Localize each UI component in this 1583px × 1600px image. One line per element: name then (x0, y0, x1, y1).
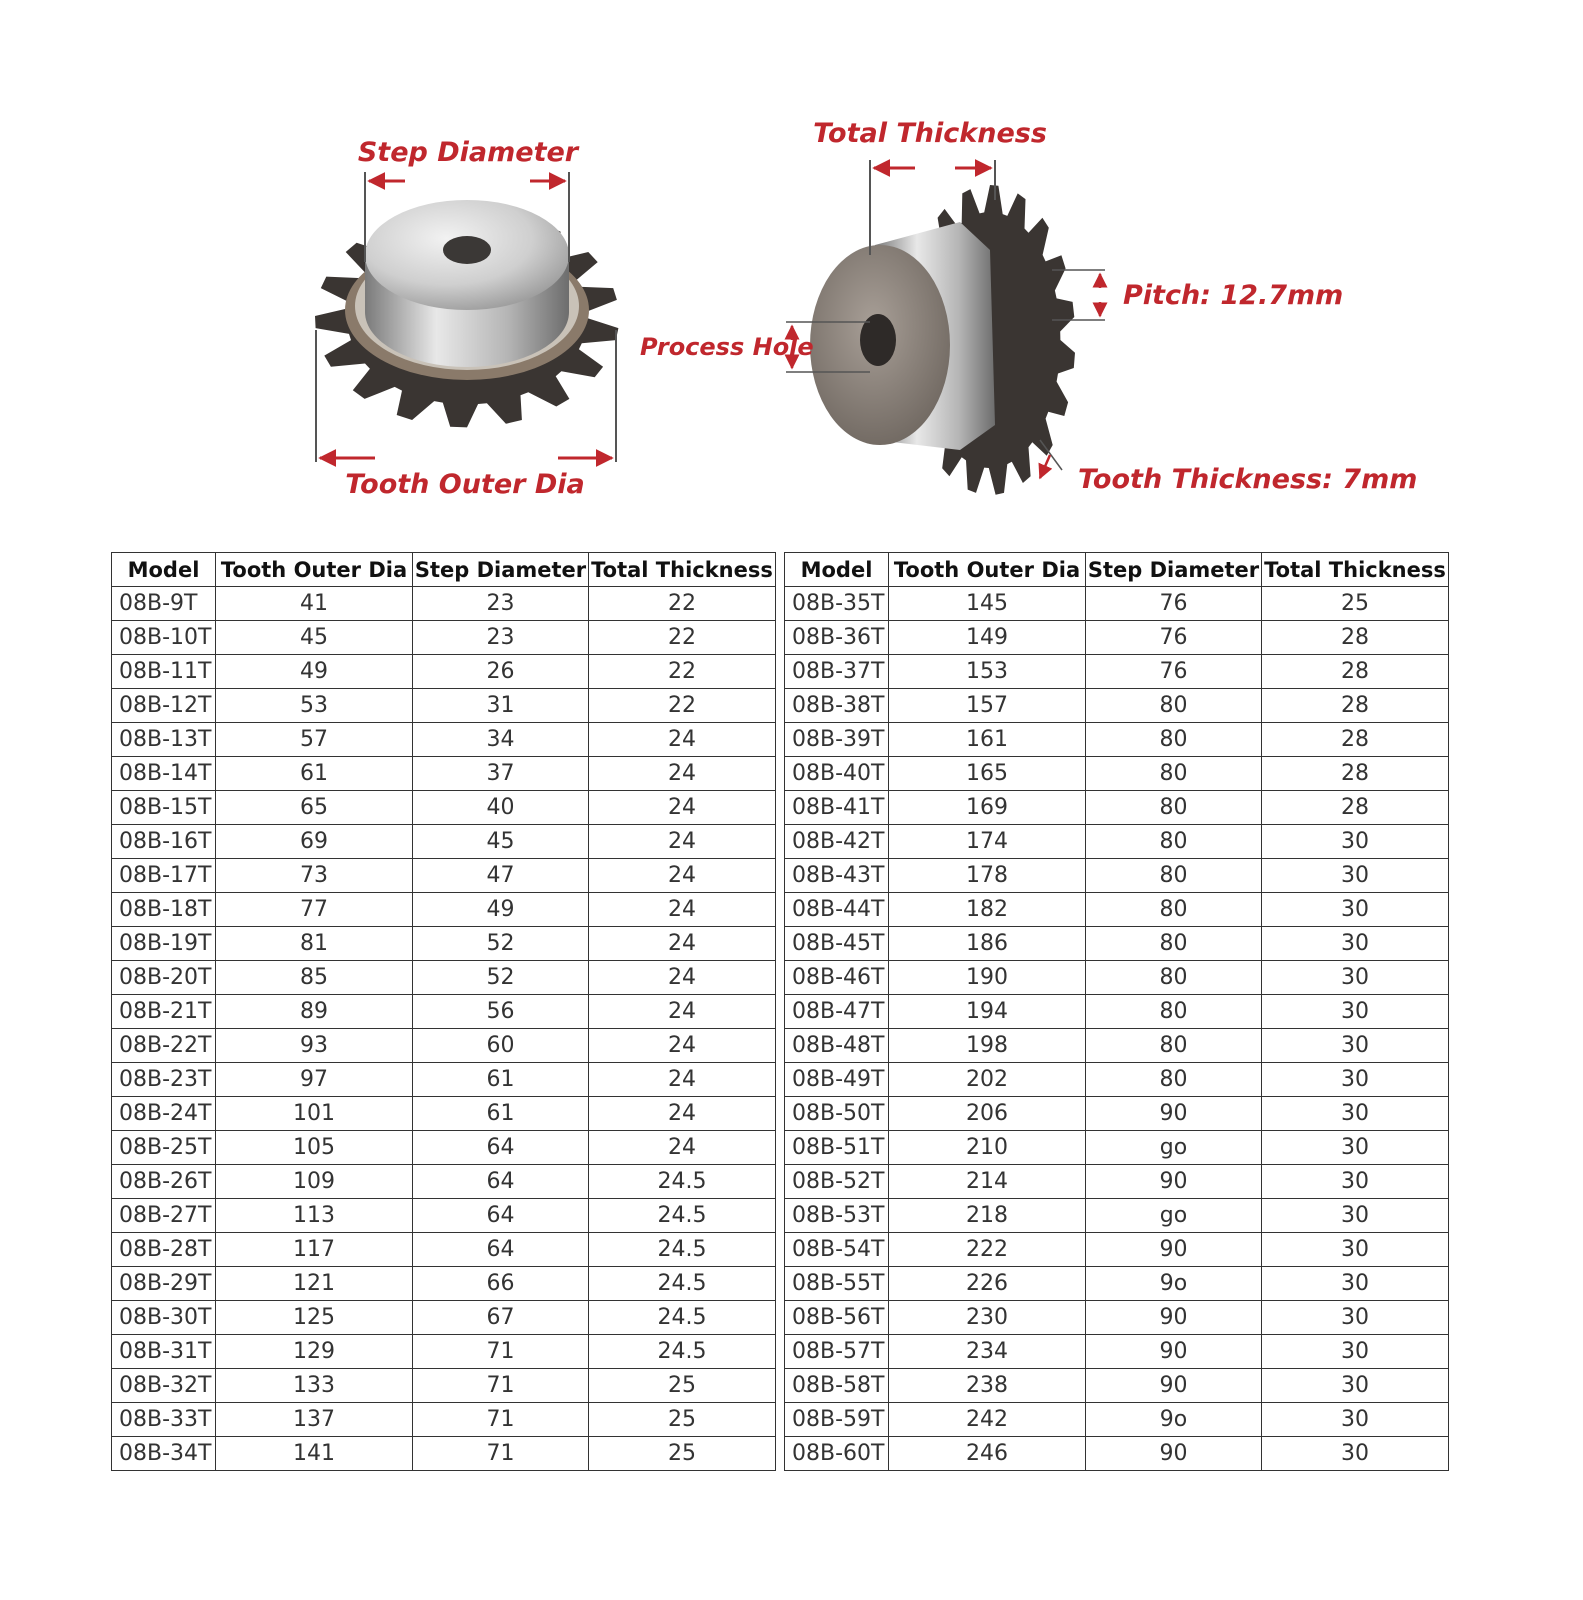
header-step-diameter: Step Diameter (413, 553, 589, 587)
column-divider (776, 1437, 785, 1471)
cell-tooth-outer-dia: 89 (216, 995, 413, 1029)
table-row (112, 655, 1449, 689)
cell-step-diameter: 47 (413, 859, 589, 893)
cell-total-thickness: 24 (589, 1029, 776, 1063)
cell-tooth-outer-dia: 141 (216, 1437, 413, 1471)
cell-tooth-outer-dia: 61 (216, 757, 413, 791)
cell-tooth-outer-dia: 105 (216, 1131, 413, 1165)
cell-tooth-outer-dia: 77 (216, 893, 413, 927)
sprocket-diagram (0, 0, 1583, 540)
cell-step-diameter: 90 (1086, 1165, 1262, 1199)
cell-total-thickness: 30 (1262, 825, 1449, 859)
table-row (112, 1335, 1449, 1369)
cell-total-thickness: 24 (589, 893, 776, 927)
cell-total-thickness: 24 (589, 961, 776, 995)
cell-step-diameter: 49 (413, 893, 589, 927)
cell-total-thickness: 30 (1262, 893, 1449, 927)
cell-tooth-outer-dia: 206 (889, 1097, 1086, 1131)
cell-tooth-outer-dia: 57 (216, 723, 413, 757)
table-row (112, 961, 1449, 995)
cell-total-thickness: 28 (1262, 791, 1449, 825)
table-row (112, 927, 1449, 961)
table-row (112, 1437, 1449, 1471)
cell-total-thickness: 30 (1262, 1165, 1449, 1199)
column-divider (776, 1199, 785, 1233)
table-row (112, 859, 1449, 893)
cell-tooth-outer-dia: 125 (216, 1301, 413, 1335)
cell-step-diameter: 80 (1086, 961, 1262, 995)
table-row (112, 995, 1449, 1029)
table-header-row (112, 553, 1449, 587)
table-row (112, 757, 1449, 791)
cell-step-diameter: 90 (1086, 1097, 1262, 1131)
cell-step-diameter: 64 (413, 1233, 589, 1267)
column-divider (776, 825, 785, 859)
cell-model: 08B-55T (785, 1267, 889, 1301)
table-row (112, 825, 1449, 859)
cell-tooth-outer-dia: 41 (216, 587, 413, 621)
column-divider (776, 587, 785, 621)
header-total-thickness: Total Thickness (589, 553, 776, 587)
cell-model: 08B-56T (785, 1301, 889, 1335)
cell-step-diameter: 80 (1086, 927, 1262, 961)
cell-tooth-outer-dia: 153 (889, 655, 1086, 689)
column-divider (776, 893, 785, 927)
cell-model: 08B-9T (112, 587, 216, 621)
column-divider (776, 1335, 785, 1369)
column-divider (776, 1369, 785, 1403)
cell-step-diameter: 80 (1086, 825, 1262, 859)
cell-step-diameter: 64 (413, 1165, 589, 1199)
cell-total-thickness: 22 (589, 689, 776, 723)
cell-model: 08B-19T (112, 927, 216, 961)
column-divider (776, 995, 785, 1029)
cell-total-thickness: 24 (589, 757, 776, 791)
column-divider (776, 1063, 785, 1097)
cell-total-thickness: 28 (1262, 655, 1449, 689)
cell-tooth-outer-dia: 202 (889, 1063, 1086, 1097)
cell-step-diameter: 64 (413, 1199, 589, 1233)
cell-step-diameter: 71 (413, 1335, 589, 1369)
cell-step-diameter: 60 (413, 1029, 589, 1063)
column-divider (776, 553, 785, 587)
cell-step-diameter: 9o (1086, 1267, 1262, 1301)
cell-step-diameter: 76 (1086, 587, 1262, 621)
cell-step-diameter: 90 (1086, 1233, 1262, 1267)
cell-step-diameter: 23 (413, 621, 589, 655)
cell-step-diameter: 45 (413, 825, 589, 859)
cell-model: 08B-41T (785, 791, 889, 825)
cell-tooth-outer-dia: 190 (889, 961, 1086, 995)
cell-model: 08B-10T (112, 621, 216, 655)
cell-tooth-outer-dia: 49 (216, 655, 413, 689)
cell-tooth-outer-dia: 238 (889, 1369, 1086, 1403)
cell-step-diameter: 61 (413, 1063, 589, 1097)
cell-step-diameter: 67 (413, 1301, 589, 1335)
cell-model: 08B-11T (112, 655, 216, 689)
cell-total-thickness: 24 (589, 1097, 776, 1131)
cell-total-thickness: 30 (1262, 1369, 1449, 1403)
cell-total-thickness: 24 (589, 825, 776, 859)
cell-model: 08B-12T (112, 689, 216, 723)
column-divider (776, 1097, 785, 1131)
header-tooth-outer-dia: Tooth Outer Dia (216, 553, 413, 587)
cell-total-thickness: 28 (1262, 689, 1449, 723)
tooth-thickness-callout (1040, 440, 1417, 495)
cell-total-thickness: 30 (1262, 1199, 1449, 1233)
cell-model: 08B-50T (785, 1097, 889, 1131)
cell-model: 08B-54T (785, 1233, 889, 1267)
cell-step-diameter: 90 (1086, 1335, 1262, 1369)
column-divider (776, 1403, 785, 1437)
cell-tooth-outer-dia: 93 (216, 1029, 413, 1063)
column-divider (776, 1233, 785, 1267)
cell-model: 08B-32T (112, 1369, 216, 1403)
cell-tooth-outer-dia: 174 (889, 825, 1086, 859)
column-divider (776, 621, 785, 655)
cell-model: 08B-20T (112, 961, 216, 995)
header-model: Model (112, 553, 216, 587)
table-row (112, 689, 1449, 723)
cell-tooth-outer-dia: 97 (216, 1063, 413, 1097)
cell-tooth-outer-dia: 69 (216, 825, 413, 859)
cell-model: 08B-31T (112, 1335, 216, 1369)
table-row (112, 1097, 1449, 1131)
cell-model: 08B-51T (785, 1131, 889, 1165)
cell-tooth-outer-dia: 113 (216, 1199, 413, 1233)
table-row (112, 587, 1449, 621)
cell-model: 08B-48T (785, 1029, 889, 1063)
header-tooth-outer-dia: Tooth Outer Dia (889, 553, 1086, 587)
header-total-thickness: Total Thickness (1262, 553, 1449, 587)
cell-total-thickness: 30 (1262, 1063, 1449, 1097)
cell-tooth-outer-dia: 210 (889, 1131, 1086, 1165)
cell-tooth-outer-dia: 169 (889, 791, 1086, 825)
cell-total-thickness: 30 (1262, 995, 1449, 1029)
cell-model: 08B-18T (112, 893, 216, 927)
cell-tooth-outer-dia: 53 (216, 689, 413, 723)
label-pitch: Pitch: 12.7mm (1123, 280, 1344, 311)
cell-total-thickness: 30 (1262, 1097, 1449, 1131)
cell-total-thickness: 24.5 (589, 1199, 776, 1233)
cell-tooth-outer-dia: 73 (216, 859, 413, 893)
left-sprocket-image (315, 200, 618, 427)
column-divider (776, 1165, 785, 1199)
table-row (112, 1233, 1449, 1267)
cell-step-diameter: 66 (413, 1267, 589, 1301)
cell-tooth-outer-dia: 218 (889, 1199, 1086, 1233)
label-step-diameter: Step Diameter (357, 137, 579, 168)
cell-model: 08B-28T (112, 1233, 216, 1267)
column-divider (776, 655, 785, 689)
cell-model: 08B-53T (785, 1199, 889, 1233)
table-row (112, 893, 1449, 927)
column-divider (776, 723, 785, 757)
cell-model: 08B-49T (785, 1063, 889, 1097)
cell-model: 08B-52T (785, 1165, 889, 1199)
cell-model: 08B-58T (785, 1369, 889, 1403)
cell-total-thickness: 25 (589, 1437, 776, 1471)
cell-total-thickness: 24.5 (589, 1301, 776, 1335)
table-row (112, 1199, 1449, 1233)
cell-model: 08B-36T (785, 621, 889, 655)
cell-model: 08B-37T (785, 655, 889, 689)
cell-step-diameter: 61 (413, 1097, 589, 1131)
cell-model: 08B-59T (785, 1403, 889, 1437)
cell-model: 08B-38T (785, 689, 889, 723)
cell-total-thickness: 30 (1262, 927, 1449, 961)
cell-model: 08B-16T (112, 825, 216, 859)
cell-total-thickness: 24 (589, 791, 776, 825)
cell-total-thickness: 22 (589, 621, 776, 655)
pitch-callout (1052, 270, 1343, 320)
cell-total-thickness: 30 (1262, 961, 1449, 995)
column-divider (776, 859, 785, 893)
cell-tooth-outer-dia: 161 (889, 723, 1086, 757)
cell-total-thickness: 25 (589, 1403, 776, 1437)
cell-tooth-outer-dia: 165 (889, 757, 1086, 791)
cell-model: 08B-17T (112, 859, 216, 893)
cell-step-diameter: 64 (413, 1131, 589, 1165)
cell-tooth-outer-dia: 157 (889, 689, 1086, 723)
column-divider (776, 757, 785, 791)
column-divider (776, 1131, 785, 1165)
cell-model: 08B-44T (785, 893, 889, 927)
cell-total-thickness: 24 (589, 1131, 776, 1165)
cell-step-diameter: 26 (413, 655, 589, 689)
cell-model: 08B-25T (112, 1131, 216, 1165)
cell-model: 08B-14T (112, 757, 216, 791)
label-tooth-outer-dia: Tooth Outer Dia (345, 469, 585, 500)
column-divider (776, 791, 785, 825)
column-divider (776, 1301, 785, 1335)
table-row (112, 1165, 1449, 1199)
header-model: Model (785, 553, 889, 587)
cell-tooth-outer-dia: 198 (889, 1029, 1086, 1063)
cell-model: 08B-45T (785, 927, 889, 961)
cell-total-thickness: 24 (589, 1063, 776, 1097)
column-divider (776, 1267, 785, 1301)
cell-total-thickness: 25 (589, 1369, 776, 1403)
cell-step-diameter: 56 (413, 995, 589, 1029)
cell-step-diameter: 80 (1086, 791, 1262, 825)
cell-total-thickness: 28 (1262, 757, 1449, 791)
cell-step-diameter: 76 (1086, 621, 1262, 655)
cell-tooth-outer-dia: 129 (216, 1335, 413, 1369)
cell-tooth-outer-dia: 214 (889, 1165, 1086, 1199)
cell-total-thickness: 24.5 (589, 1335, 776, 1369)
cell-total-thickness: 24 (589, 927, 776, 961)
table-row (112, 1267, 1449, 1301)
cell-total-thickness: 30 (1262, 1029, 1449, 1063)
cell-total-thickness: 30 (1262, 1437, 1449, 1471)
cell-tooth-outer-dia: 149 (889, 621, 1086, 655)
cell-total-thickness: 30 (1262, 1335, 1449, 1369)
cell-step-diameter: 34 (413, 723, 589, 757)
cell-total-thickness: 22 (589, 587, 776, 621)
cell-step-diameter: go (1086, 1131, 1262, 1165)
cell-step-diameter: 80 (1086, 893, 1262, 927)
cell-model: 08B-47T (785, 995, 889, 1029)
cell-model: 08B-26T (112, 1165, 216, 1199)
cell-step-diameter: 80 (1086, 1063, 1262, 1097)
cell-tooth-outer-dia: 145 (889, 587, 1086, 621)
cell-tooth-outer-dia: 101 (216, 1097, 413, 1131)
cell-step-diameter: go (1086, 1199, 1262, 1233)
cell-tooth-outer-dia: 222 (889, 1233, 1086, 1267)
cell-total-thickness: 30 (1262, 859, 1449, 893)
cell-model: 08B-15T (112, 791, 216, 825)
cell-model: 08B-24T (112, 1097, 216, 1131)
cell-total-thickness: 24.5 (589, 1267, 776, 1301)
cell-total-thickness: 30 (1262, 1301, 1449, 1335)
cell-tooth-outer-dia: 234 (889, 1335, 1086, 1369)
cell-tooth-outer-dia: 194 (889, 995, 1086, 1029)
cell-step-diameter: 40 (413, 791, 589, 825)
column-divider (776, 1029, 785, 1063)
cell-model: 08B-13T (112, 723, 216, 757)
table-row (112, 1131, 1449, 1165)
table-row (112, 621, 1449, 655)
cell-model: 08B-27T (112, 1199, 216, 1233)
column-divider (776, 961, 785, 995)
cell-step-diameter: 90 (1086, 1437, 1262, 1471)
header-step-diameter: Step Diameter (1086, 553, 1262, 587)
cell-model: 08B-57T (785, 1335, 889, 1369)
cell-tooth-outer-dia: 246 (889, 1437, 1086, 1471)
cell-tooth-outer-dia: 226 (889, 1267, 1086, 1301)
cell-tooth-outer-dia: 109 (216, 1165, 413, 1199)
table-row (112, 1301, 1449, 1335)
column-divider (776, 927, 785, 961)
cell-step-diameter: 52 (413, 961, 589, 995)
cell-step-diameter: 90 (1086, 1369, 1262, 1403)
cell-total-thickness: 25 (1262, 587, 1449, 621)
cell-step-diameter: 90 (1086, 1301, 1262, 1335)
cell-total-thickness: 30 (1262, 1403, 1449, 1437)
cell-step-diameter: 80 (1086, 689, 1262, 723)
table-row (112, 791, 1449, 825)
cell-tooth-outer-dia: 117 (216, 1233, 413, 1267)
cell-total-thickness: 24.5 (589, 1233, 776, 1267)
table-row (112, 1369, 1449, 1403)
cell-tooth-outer-dia: 242 (889, 1403, 1086, 1437)
cell-model: 08B-46T (785, 961, 889, 995)
cell-model: 08B-22T (112, 1029, 216, 1063)
label-total-thickness: Total Thickness (813, 118, 1047, 149)
table-row (112, 723, 1449, 757)
cell-model: 08B-23T (112, 1063, 216, 1097)
cell-step-diameter: 71 (413, 1369, 589, 1403)
label-tooth-thickness: Tooth Thickness: 7mm (1078, 464, 1418, 495)
cell-step-diameter: 80 (1086, 757, 1262, 791)
column-divider (776, 689, 785, 723)
cell-model: 08B-34T (112, 1437, 216, 1471)
cell-tooth-outer-dia: 121 (216, 1267, 413, 1301)
cell-model: 08B-33T (112, 1403, 216, 1437)
cell-tooth-outer-dia: 85 (216, 961, 413, 995)
cell-model: 08B-30T (112, 1301, 216, 1335)
table-row (112, 1063, 1449, 1097)
cell-step-diameter: 23 (413, 587, 589, 621)
cell-model: 08B-35T (785, 587, 889, 621)
table-row (112, 1029, 1449, 1063)
cell-tooth-outer-dia: 65 (216, 791, 413, 825)
cell-model: 08B-42T (785, 825, 889, 859)
cell-tooth-outer-dia: 182 (889, 893, 1086, 927)
table-row (112, 1403, 1449, 1437)
cell-step-diameter: 71 (413, 1403, 589, 1437)
cell-total-thickness: 24 (589, 995, 776, 1029)
cell-step-diameter: 80 (1086, 723, 1262, 757)
cell-tooth-outer-dia: 186 (889, 927, 1086, 961)
cell-tooth-outer-dia: 230 (889, 1301, 1086, 1335)
cell-total-thickness: 22 (589, 655, 776, 689)
cell-tooth-outer-dia: 137 (216, 1403, 413, 1437)
label-process-hole: Process Hole (640, 333, 814, 361)
cell-total-thickness: 28 (1262, 723, 1449, 757)
cell-model: 08B-43T (785, 859, 889, 893)
cell-tooth-outer-dia: 45 (216, 621, 413, 655)
cell-total-thickness: 24.5 (589, 1165, 776, 1199)
cell-step-diameter: 37 (413, 757, 589, 791)
sprocket-spec-table (111, 552, 1449, 1471)
cell-total-thickness: 30 (1262, 1233, 1449, 1267)
cell-step-diameter: 52 (413, 927, 589, 961)
cell-model: 08B-39T (785, 723, 889, 757)
cell-step-diameter: 71 (413, 1437, 589, 1471)
cell-model: 08B-40T (785, 757, 889, 791)
cell-tooth-outer-dia: 133 (216, 1369, 413, 1403)
cell-step-diameter: 31 (413, 689, 589, 723)
cell-total-thickness: 30 (1262, 1267, 1449, 1301)
cell-total-thickness: 30 (1262, 1131, 1449, 1165)
cell-model: 08B-60T (785, 1437, 889, 1471)
cell-model: 08B-21T (112, 995, 216, 1029)
cell-step-diameter: 9o (1086, 1403, 1262, 1437)
cell-step-diameter: 76 (1086, 655, 1262, 689)
cell-step-diameter: 80 (1086, 1029, 1262, 1063)
cell-tooth-outer-dia: 178 (889, 859, 1086, 893)
cell-total-thickness: 24 (589, 723, 776, 757)
right-sprocket-image (810, 185, 1075, 495)
cell-total-thickness: 28 (1262, 621, 1449, 655)
cell-tooth-outer-dia: 81 (216, 927, 413, 961)
cell-total-thickness: 24 (589, 859, 776, 893)
cell-step-diameter: 80 (1086, 859, 1262, 893)
cell-step-diameter: 80 (1086, 995, 1262, 1029)
cell-model: 08B-29T (112, 1267, 216, 1301)
